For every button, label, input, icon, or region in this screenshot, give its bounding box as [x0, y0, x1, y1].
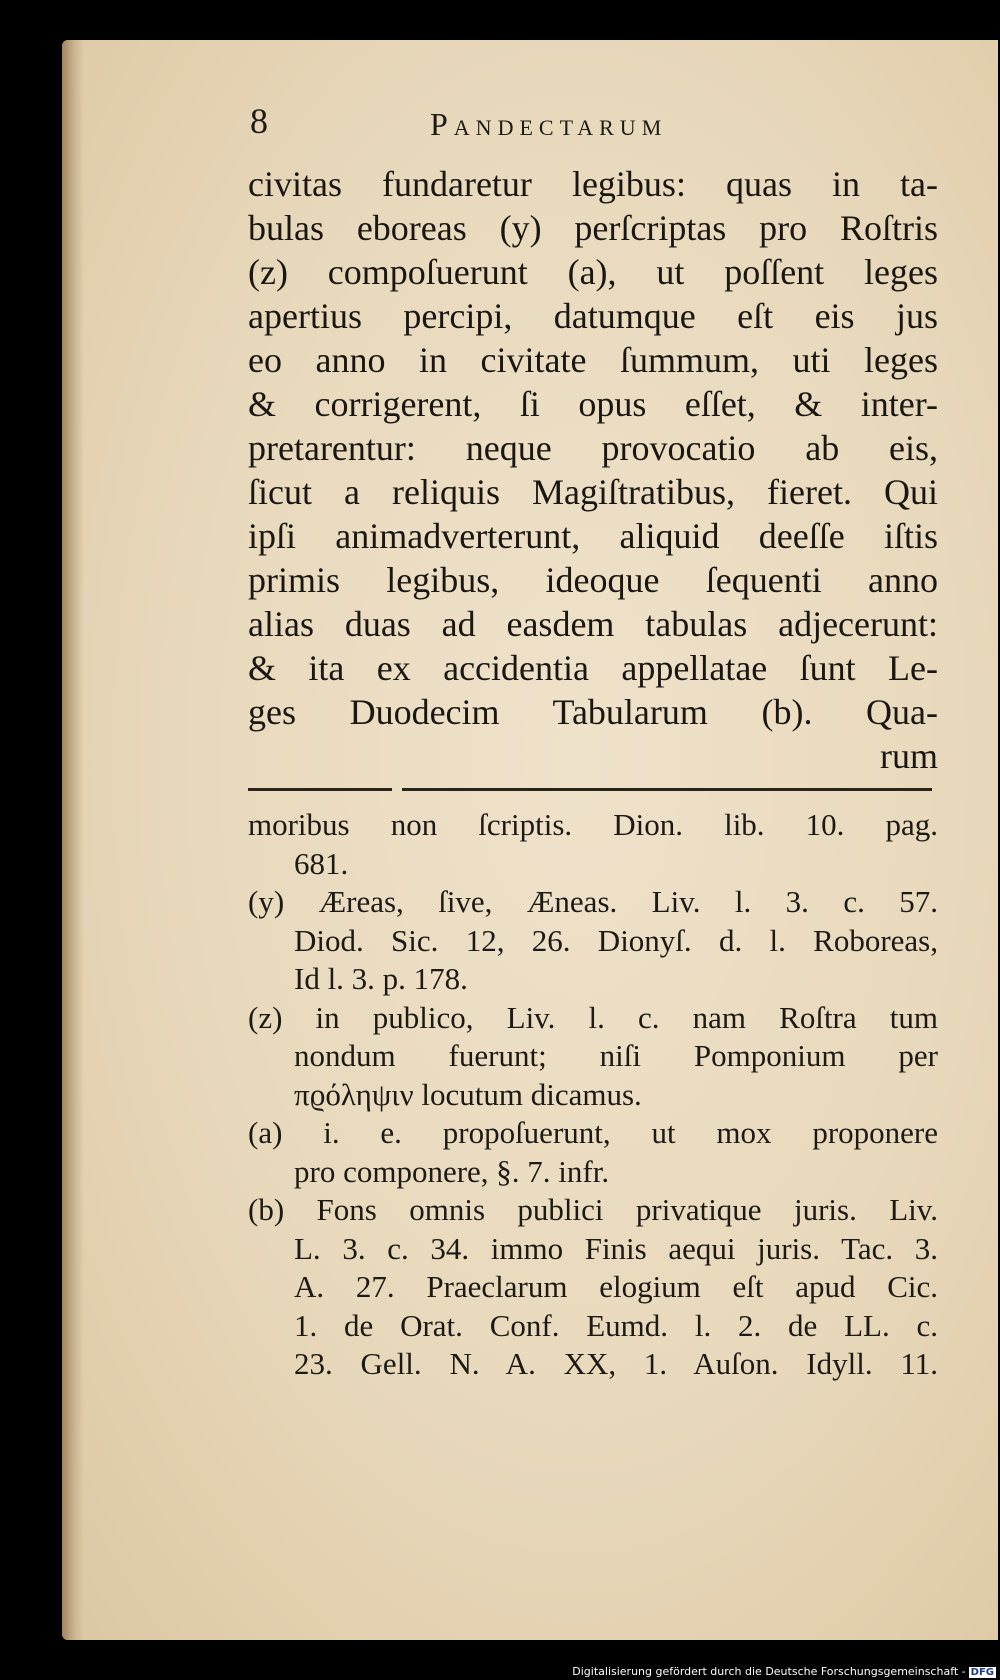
- page-number: 8: [250, 101, 268, 141]
- running-title: Pandectarum: [430, 106, 668, 142]
- text-line: ſicut a reliquis Magiſtratibus, fieret. Qui: [248, 472, 938, 512]
- footnote-line: Diod. Sic. 12, 26. Dionyſ. d. l. Roboreas,: [294, 922, 938, 958]
- text-line: apertius percipi, datumque eſt eis jus: [248, 296, 938, 336]
- catchword-line: rum: [880, 736, 938, 776]
- text-line: bulas eboreas (y) perſcriptas pro Roſtris: [248, 208, 938, 248]
- footnote-line: moribus non ſcriptis. Dion. lib. 10. pag.: [248, 807, 938, 842]
- digitization-credit: [572, 1665, 996, 1678]
- footnote-line: (a) i. e. propoſuerunt, ut mox proponere: [248, 1115, 938, 1150]
- book-page: [62, 40, 998, 1640]
- footnote-line: A. 27. Praeclarum elogium eſt apud Cic.: [294, 1269, 938, 1304]
- footnote-line: nondum fuerunt; niſi Pomponium per: [294, 1038, 938, 1073]
- main-text-block: [248, 162, 938, 778]
- text-line: primis legibus, ideoque ſequenti anno: [248, 560, 938, 600]
- footnote-line: pro componere, §. 7. infr.: [294, 1153, 610, 1189]
- page-header: [250, 100, 850, 160]
- text-line: ges Duodecim Tabularum (b). Qua-: [248, 692, 938, 732]
- text-line: ipſi animadverterunt, aliquid deeſſe iſtis: [248, 516, 938, 556]
- credit-text: Digitalisierung gefördert durch die Deutsche Forschungsgemeinschaft -: [572, 1665, 966, 1678]
- footnote-line: 23. Gell. N. A. XX, 1. Auſon. Idyll. 11.: [294, 1346, 938, 1381]
- footnote-line: L. 3. c. 34. immo Finis aequi juris. Tac. 3.: [294, 1230, 938, 1266]
- dfg-logo: DFG: [970, 1667, 994, 1678]
- text-line: alias duas ad easdem tabulas adjecerunt:: [248, 604, 938, 644]
- footnote-line: Id l. 3. p. 178.: [294, 961, 468, 996]
- footnote-line: 1. de Orat. Conf. Eumd. l. 2. de LL. c.: [294, 1307, 938, 1343]
- footnote-line: 681.: [294, 845, 349, 881]
- footnote-line: (y) Æreas, ſive, Æneas. Liv. l. 3. c. 57.: [248, 884, 938, 919]
- footnote-line: πϱόληψιν locutum dicamus.: [294, 1076, 642, 1112]
- footnote-line: (b) Fons omnis publici privatique juris. Liv.: [248, 1192, 938, 1227]
- text-line: civitas fundaretur legibus: quas in ta-: [248, 164, 938, 204]
- text-line: eo anno in civitate ſummum, uti leges: [248, 340, 938, 380]
- footnote-rule-right: [402, 788, 932, 791]
- footnotes-block: [248, 806, 938, 1384]
- text-line: pretarentur: neque provocatio ab eis,: [248, 428, 938, 468]
- text-line: & ita ex accidentia appellatae ſunt Le-: [248, 648, 938, 688]
- text-line: & corrigerent, ſi opus eſſet, & inter-: [248, 384, 938, 424]
- footnote-line: (z) in publico, Liv. l. c. nam Roſtra tum: [248, 999, 938, 1035]
- text-line: (z) compoſuerunt (a), ut poſſent leges: [248, 252, 938, 292]
- footnote-rule-left: [248, 788, 392, 791]
